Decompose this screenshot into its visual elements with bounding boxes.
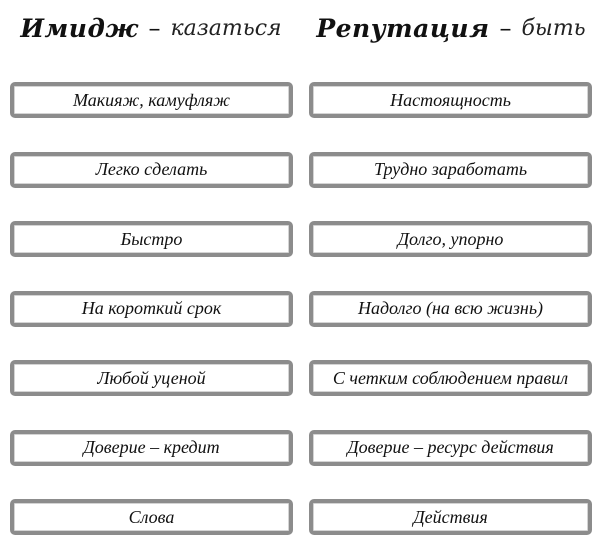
image-column [10, 82, 293, 535]
image-item-label: Доверие – кредит [83, 437, 220, 457]
reputation-item-label: Настоящность [390, 89, 511, 110]
reputation-item [309, 291, 592, 327]
image-item [10, 82, 293, 118]
image-item-label: На короткий срок [81, 298, 222, 318]
reputation-column-header [310, 6, 592, 50]
reputation-column [309, 82, 592, 535]
reputation-item-label: Трудно заработать [373, 159, 528, 179]
reputation-item-label: Доверие – ресурс действия [347, 437, 554, 457]
reputation-title-separator: – [499, 14, 512, 42]
reputation-item-label: Действия [413, 506, 488, 527]
reputation-item [309, 499, 592, 535]
image-item [10, 360, 293, 396]
image-item [10, 430, 293, 466]
image-item-label: Макияж, камуфляж [72, 89, 230, 110]
reputation-title: Репутация [316, 13, 490, 43]
reputation-item-label: С четким соблюдением правил [332, 367, 569, 388]
reputation-subtitle: быть [521, 15, 586, 41]
reputation-item [309, 360, 592, 396]
reputation-item-label: Надолго (на всю жизнь) [357, 298, 544, 318]
image-item [10, 152, 293, 188]
image-subtitle: казаться [170, 15, 282, 41]
reputation-item [309, 430, 592, 466]
image-title: Имидж [20, 13, 139, 43]
image-item-label: Легко сделать [95, 159, 208, 179]
image-item [10, 499, 293, 535]
reputation-item [309, 82, 592, 118]
reputation-item [309, 221, 592, 257]
reputation-item [309, 152, 592, 188]
image-item-label: Быстро [120, 228, 183, 249]
image-column-header [10, 6, 292, 50]
image-item [10, 291, 293, 327]
image-item [10, 221, 293, 257]
image-item-label: Слова [128, 506, 175, 527]
image-item-label: Любой уценой [97, 367, 206, 388]
reputation-item-label: Долго, упорно [397, 228, 504, 249]
image-title-separator: – [148, 14, 161, 42]
